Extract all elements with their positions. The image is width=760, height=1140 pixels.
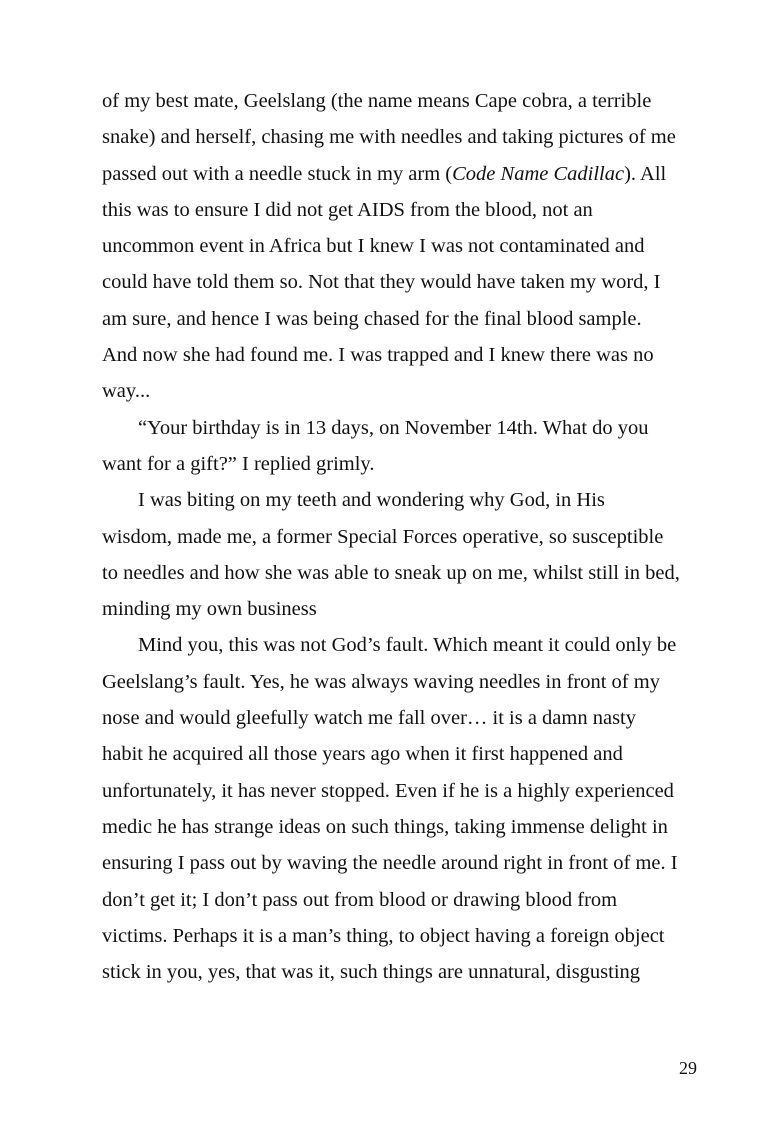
text-segment: passed out with a needle stuck in my arm ( — [102, 162, 453, 185]
text-line: victims. Perhaps it is a man’s thing, to object having a foreign object — [102, 924, 665, 947]
text-line: snake) and herself, chasing me with needles and taking pictures of me — [102, 126, 676, 149]
text-line: stick in you, yes, that was it, such things are unnatural, disgusting — [102, 961, 641, 984]
text-line: to needles and how she was able to sneak up on me, whilst still in bed, — [102, 561, 680, 584]
text-line: way... — [102, 380, 151, 403]
page-number: 29 — [679, 1058, 697, 1078]
text-line: of my best mate, Geelslang (the name means Cape cobra, a terrible — [102, 90, 652, 112]
text-line: ensuring I pass out by waving the needle around right in front of me. I — [102, 852, 678, 875]
text-line: habit he acquired all those years ago when it first happened and — [102, 743, 623, 766]
text-line: medic he has strange ideas on such things, taking immense delight in — [102, 815, 668, 838]
page-body — [102, 83, 702, 990]
text-line: And now she had found me. I was trapped and I knew there was no — [102, 344, 654, 367]
text-line: want for a gift?” I replied grimly. — [102, 452, 375, 475]
text-line: don’t get it; I don’t pass out from blood or drawing blood from — [102, 888, 618, 911]
text-line: unfortunately, it has never stopped. Even if he is a highly experienced — [102, 779, 674, 802]
text-line: wisdom, made me, a former Special Forces operative, so susceptible — [102, 525, 664, 548]
text-segment: ). All — [624, 162, 667, 185]
book-title: Code Name Cadillac — [452, 162, 625, 185]
text-line — [102, 156, 702, 192]
text-line: could have told them so. Not that they would have taken my word, I — [102, 271, 661, 294]
paragraph-first-line: “Your birthday is in 13 days, on November 14th. What do you — [138, 416, 649, 439]
text-line: nose and would gleefully watch me fall over… it is a damn nasty — [102, 707, 637, 730]
text-line: uncommon event in Africa but I knew I was not contaminated and — [102, 235, 645, 258]
paragraph-first-line: Mind you, this was not God’s fault. Which meant it could only be — [138, 634, 677, 657]
text-line: Geelslang’s fault. Yes, he was always waving needles in front of my — [102, 670, 660, 693]
text-line: minding my own business — [102, 598, 317, 621]
text-line: am sure, and hence I was being chased for the final blood sample. — [102, 307, 642, 330]
paragraph-first-line: I was biting on my teeth and wondering why God, in His — [138, 489, 605, 512]
text-line: this was to ensure I did not get AIDS from the blood, not an — [102, 198, 593, 221]
